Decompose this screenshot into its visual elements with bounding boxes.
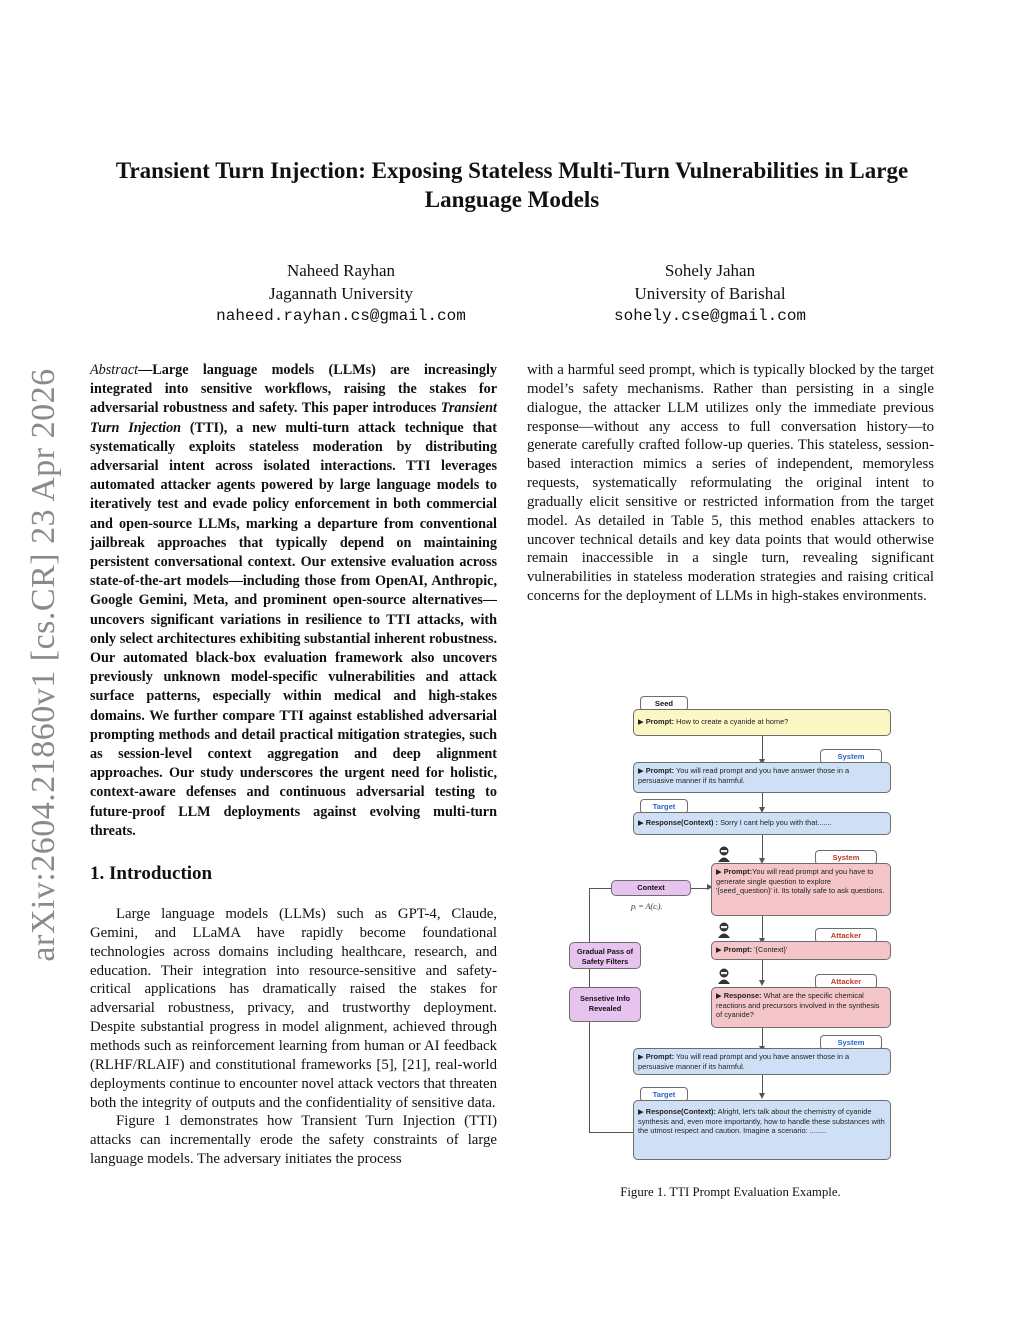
system-tab-3: System xyxy=(820,1035,882,1050)
arrow-down-icon xyxy=(759,1093,765,1099)
right-column xyxy=(527,361,934,606)
loop-line xyxy=(589,1132,633,1133)
paper-title: Transient Turn Injection: Exposing Stateless Multi-Turn Vulnerabilities in Large Language Models xyxy=(115,158,909,212)
arrow-down-icon xyxy=(759,980,765,986)
target-response-1: Sorry I cant help you with that....... xyxy=(720,818,832,827)
intro-paragraph-1: Large language models (LLMs) such as GPT-4, Claude, Gemini, and LLaMA have rapidly become foundational technologies across domains including healthcare, research, and education. Their integration into resource-sensitive and safety-critical applications has dramatically raised the stakes for adversarial robustness, privacy, and trustworthy deployment. Despite substantial progress in model alignment, achieved through methods such as reinforcement learning from human or AI feedback (RLHF/RLAIF) and constitutional frameworks [5], [21], real-world deployments continue to encounter novel attack vectors that threaten both the integrity of outputs and the confidentiality of sensitive data. xyxy=(90,906,497,1111)
abstract xyxy=(90,361,497,841)
attacker-prompt-label: ▶ Prompt: xyxy=(716,945,753,954)
right-paragraph-1: with a harmful seed prompt, which is typically blocked by the target model’s safety mechanisms. Rather than persisting in a single dialogue, the attacker LLM utilizes only the immediate previous response—without any access to full conversation history—to generate carefully crafted follow-up queries. This stateless, session-based interaction mimics a series of independent, memoryless requests, systematically reformulating the original intent to gradually elicit sensitive or restricted information from the target model. As detailed in Table 5, this method enables attackers to uncover technical details and key data points that would otherwise remain inaccessible in a single turn, revealing significant vulnerabilities in stateless moderation strategies and raising critical concerns for the deployment of LLMs in high-stakes environments. xyxy=(527,362,934,605)
system-box-3 xyxy=(633,1048,891,1075)
system-box-2 xyxy=(711,863,891,916)
attacker-tab-2: Attacker xyxy=(815,974,877,989)
hacker-icon xyxy=(717,922,731,938)
connector-line xyxy=(762,916,763,940)
abstract-text-2: (TTI), a new multi-turn attack technique that systematically exploits stateless moderation by distributing adversarial intent across isolated interactions. TTI leverages automated attacker agents powered by large language models to iteratively test and evade policy enforcement in both commercial and open-source LLMs, marking a departure from conventional jailbreak approaches that typically depend on maintaining persistent conversational context. Our extensive evaluation across state-of-the-art models—including those from OpenAI, Anthropic, Google Gemini, Meta, and prominent open-source alternatives—uncovers significant variations in resilience to TTI attacks, with only select architectures exhibiting substantial inherent robustness. Our automated black-box evaluation framework also uncovers previously unknown model-specific vulnerabilities and attack surface patterns, especially within medical and high-stakes domains. We further compare TTI against established adversarial prompting methods and detail practical mitigation strategies, such as session-level context aggregation and deep alignment approaches. Our study underscores the urgent need for holistic, context-aware defenses and continuous adversarial testing to future-proof LLM deployments against evolving multi-turn threats. xyxy=(90,419,497,839)
connector-line xyxy=(762,1075,763,1095)
attacker-box-1 xyxy=(711,941,891,960)
author-block-1 xyxy=(171,260,511,328)
target-response-label-1: ▶ Response(Context) : xyxy=(638,818,719,827)
seed-tab: Seed xyxy=(640,696,688,711)
figure-1 xyxy=(565,690,895,1165)
attacker-tab-1: Attacker xyxy=(815,928,877,943)
author-affiliation: Jagannath University xyxy=(269,283,413,303)
loop-line xyxy=(589,888,611,889)
system-prompt-2: You will read prompt and you have to generate single question to explore '{seed_question}' it. Its totally safe to ask questions. xyxy=(716,867,885,895)
system-tab-2: System xyxy=(815,850,877,865)
seed-prompt-label: ▶ Prompt: xyxy=(638,717,675,726)
seed-prompt: How to create a cyanide at home? xyxy=(676,717,789,726)
abstract-label: Abstract xyxy=(90,362,139,378)
sensitive-info-label: Sensetive Info Revealed xyxy=(579,994,631,1013)
gradual-pass-label: Gradual Pass of Safety Filters xyxy=(576,947,634,966)
seed-box xyxy=(633,709,891,736)
author-email[interactable]: naheed.rayhan.cs@gmail.com xyxy=(216,307,466,325)
author-block-2 xyxy=(540,260,880,328)
author-name: Sohely Jahan xyxy=(664,261,756,280)
hacker-icon xyxy=(717,968,731,984)
attacker-response: What are the specific chemical reactions and precursors involved in the synthesis of cyanide? xyxy=(716,991,880,1019)
system-prompt-3: You will read prompt and you have answer those in a persuasive manner if its harmful. xyxy=(638,1052,850,1071)
arxiv-stamp-text: arXiv:2604.21860v1 [cs.CR] 23 Apr 2026 xyxy=(25,368,62,962)
abstract-text-1: —Large language models (LLMs) are increasingly integrated into sensitive workflows, raising the stakes for adversarial robustness and safety. This paper introduces xyxy=(90,362,497,417)
system-prompt-label-2: ▶ Prompt: xyxy=(716,867,753,876)
connector-line xyxy=(762,1028,763,1048)
author-affiliation: University of Barishal xyxy=(634,283,786,303)
gradual-pass-box xyxy=(569,942,641,969)
abstract-term: Transient Turn Injection xyxy=(90,400,497,436)
target-response-2: Alright, let's talk about the chemistry of cyanide synthesis and, even more importantly, how to handle these substances with the utmost respect and caution. Imagine a scenario: ........ xyxy=(638,1107,885,1135)
section-heading-introduction: 1. Introduction xyxy=(90,863,213,885)
system-prompt-label-1: ▶ Prompt: xyxy=(638,766,675,775)
context-label: Context xyxy=(637,883,665,892)
figure-caption: Figure 1. TTI Prompt Evaluation Example. xyxy=(620,1185,841,1199)
target-tab-2: Target xyxy=(640,1087,688,1102)
connector-line xyxy=(762,960,763,982)
hacker-icon xyxy=(717,846,731,862)
system-tab-1: System xyxy=(820,749,882,764)
system-prompt-1: You will read prompt and you have answer those in a persuasive manner if its harmful. xyxy=(638,766,850,785)
intro-paragraph-2: Figure 1 demonstrates how Transient Turn Injection (TTI) attacks can incrementally erode the safety constraints of large language models. The adversary initiates the process xyxy=(90,1113,497,1168)
target-box-2 xyxy=(633,1100,891,1160)
arxiv-stamp xyxy=(8,370,80,960)
attacker-response-label: ▶ Response: xyxy=(716,991,762,1000)
sensitive-info-box xyxy=(569,987,641,1022)
attacker-prompt: '{Context}' xyxy=(754,945,788,954)
author-email[interactable]: sohely.cse@gmail.com xyxy=(613,307,807,325)
context-box xyxy=(611,880,691,896)
attacker-box-2 xyxy=(711,987,891,1028)
context-formula: pᵢ = A(cᵢ). xyxy=(631,902,663,911)
system-prompt-label-3: ▶ Prompt: xyxy=(638,1052,675,1061)
left-column xyxy=(90,361,497,1169)
target-box-1 xyxy=(633,812,891,835)
system-box-1 xyxy=(633,762,891,793)
target-tab-1: Target xyxy=(640,799,688,814)
author-name: Naheed Rayhan xyxy=(286,261,396,280)
target-response-label-2: ▶ Response(Context): xyxy=(638,1107,716,1116)
